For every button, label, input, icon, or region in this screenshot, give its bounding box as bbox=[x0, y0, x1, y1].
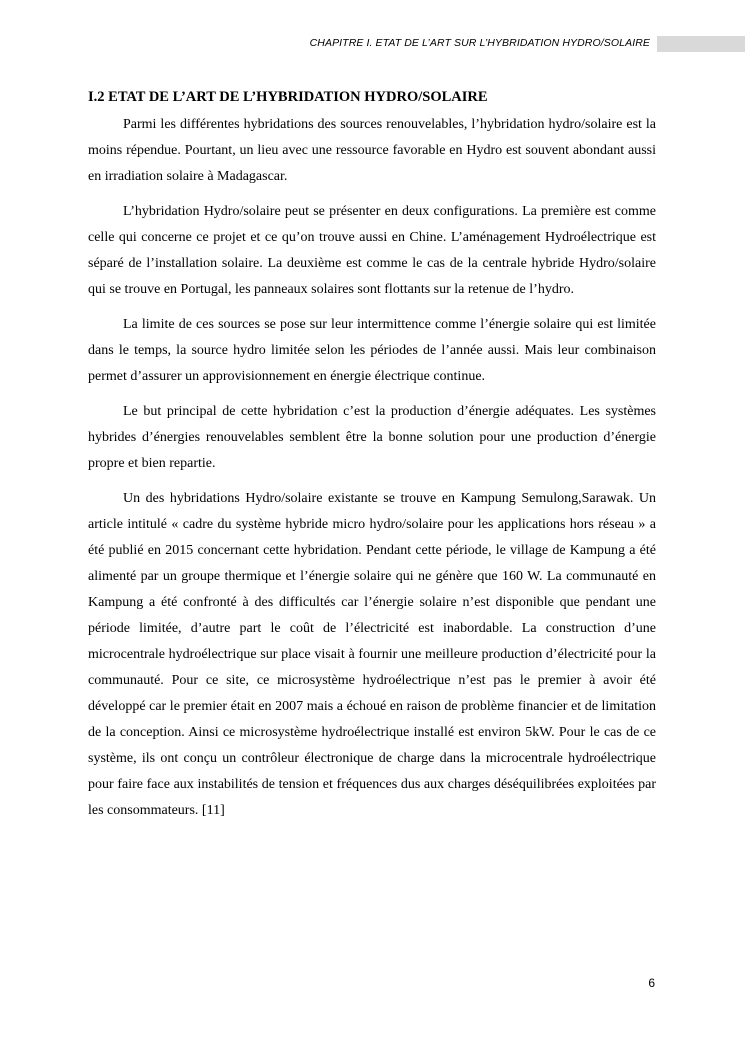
page-number: 6 bbox=[648, 976, 655, 990]
header-gray-bar bbox=[657, 36, 745, 52]
paragraph-3: La limite de ces sources se pose sur leur intermittence comme l’énergie solaire qui est limitée dans le temps, la source hydro limitée selon les périodes de l’année aussi. Mais leur combinaison permet d’assurer un approvisionnement en énergie électrique continue. bbox=[88, 317, 656, 384]
paragraph-5: Un des hybridations Hydro/solaire existante se trouve en Kampung Semulong,Sarawak. Un article intitulé « cadre du système hybride micro hydro/solaire pour les applications hors réseau » a été publié en 2015 concernant cette hybridation. Pendant cette période, le village de Kampung a été alimenté par un groupe thermique et l’énergie solaire qui ne génère que 160 W. La communauté en Kampung a été confronté à des difficultés car l’énergie solaire n’est disponible que pendant une période limitée, d’autre part le coût de l’électricité est inabordable. La construction d’une microcentrale hydroélectrique sur place visait à fournir une meilleure production d’électricité pour la communauté. Pour ce site, ce microsystème hydroélectrique n’est pas le premier à avoir été développé car le premier était en 2007 mais a échoué en raison de problème financier et de limitation de la conception. Ainsi ce microsystème hydroélectrique installé est environ 5kW. Pour le cas de ce système, ils ont conçu un contrôleur électronique de charge dans la microcentrale hydroélectrique pour faire face aux instabilités de tension et fréquences dus aux charges déséquilibrées exploitées par les consommateurs. [11] bbox=[88, 491, 656, 818]
paragraph-4: Le but principal de cette hybridation c’est la production d’énergie adéquates. Les systèmes hybrides d’énergies renouvelables semblent être la bonne solution pour une production d’énergie propre et bien repartie. bbox=[88, 404, 656, 471]
section-title: I.2 ETAT DE L’ART DE L’HYBRIDATION HYDRO/SOLAIRE bbox=[88, 89, 488, 105]
paragraph-1: Parmi les différentes hybridations des sources renouvelables, l’hybridation hydro/solaire est la moins répendue. Pourtant, un lieu avec une ressource favorable en Hydro est souvent abondant aussi en irradiation solaire à Madagascar. bbox=[88, 117, 656, 184]
chapter-header-text: CHAPITRE I. ETAT DE L’ART SUR L’HYBRIDATION HYDRO/SOLAIRE bbox=[309, 37, 650, 49]
page-content bbox=[88, 88, 656, 833]
paragraph-2: L’hybridation Hydro/solaire peut se présenter en deux configurations. La première est comme celle qui concerne ce projet et ce qu’on trouve aussi en Chine. L’aménagement Hydroélectrique est séparé de l’installation solaire. La deuxième est comme le cas de la centrale hybride Hydro/solaire qui se trouve en Portugal, les panneaux solaires sont flottants sur la retenue de l’hydro. bbox=[88, 204, 656, 297]
page-header bbox=[0, 36, 745, 54]
